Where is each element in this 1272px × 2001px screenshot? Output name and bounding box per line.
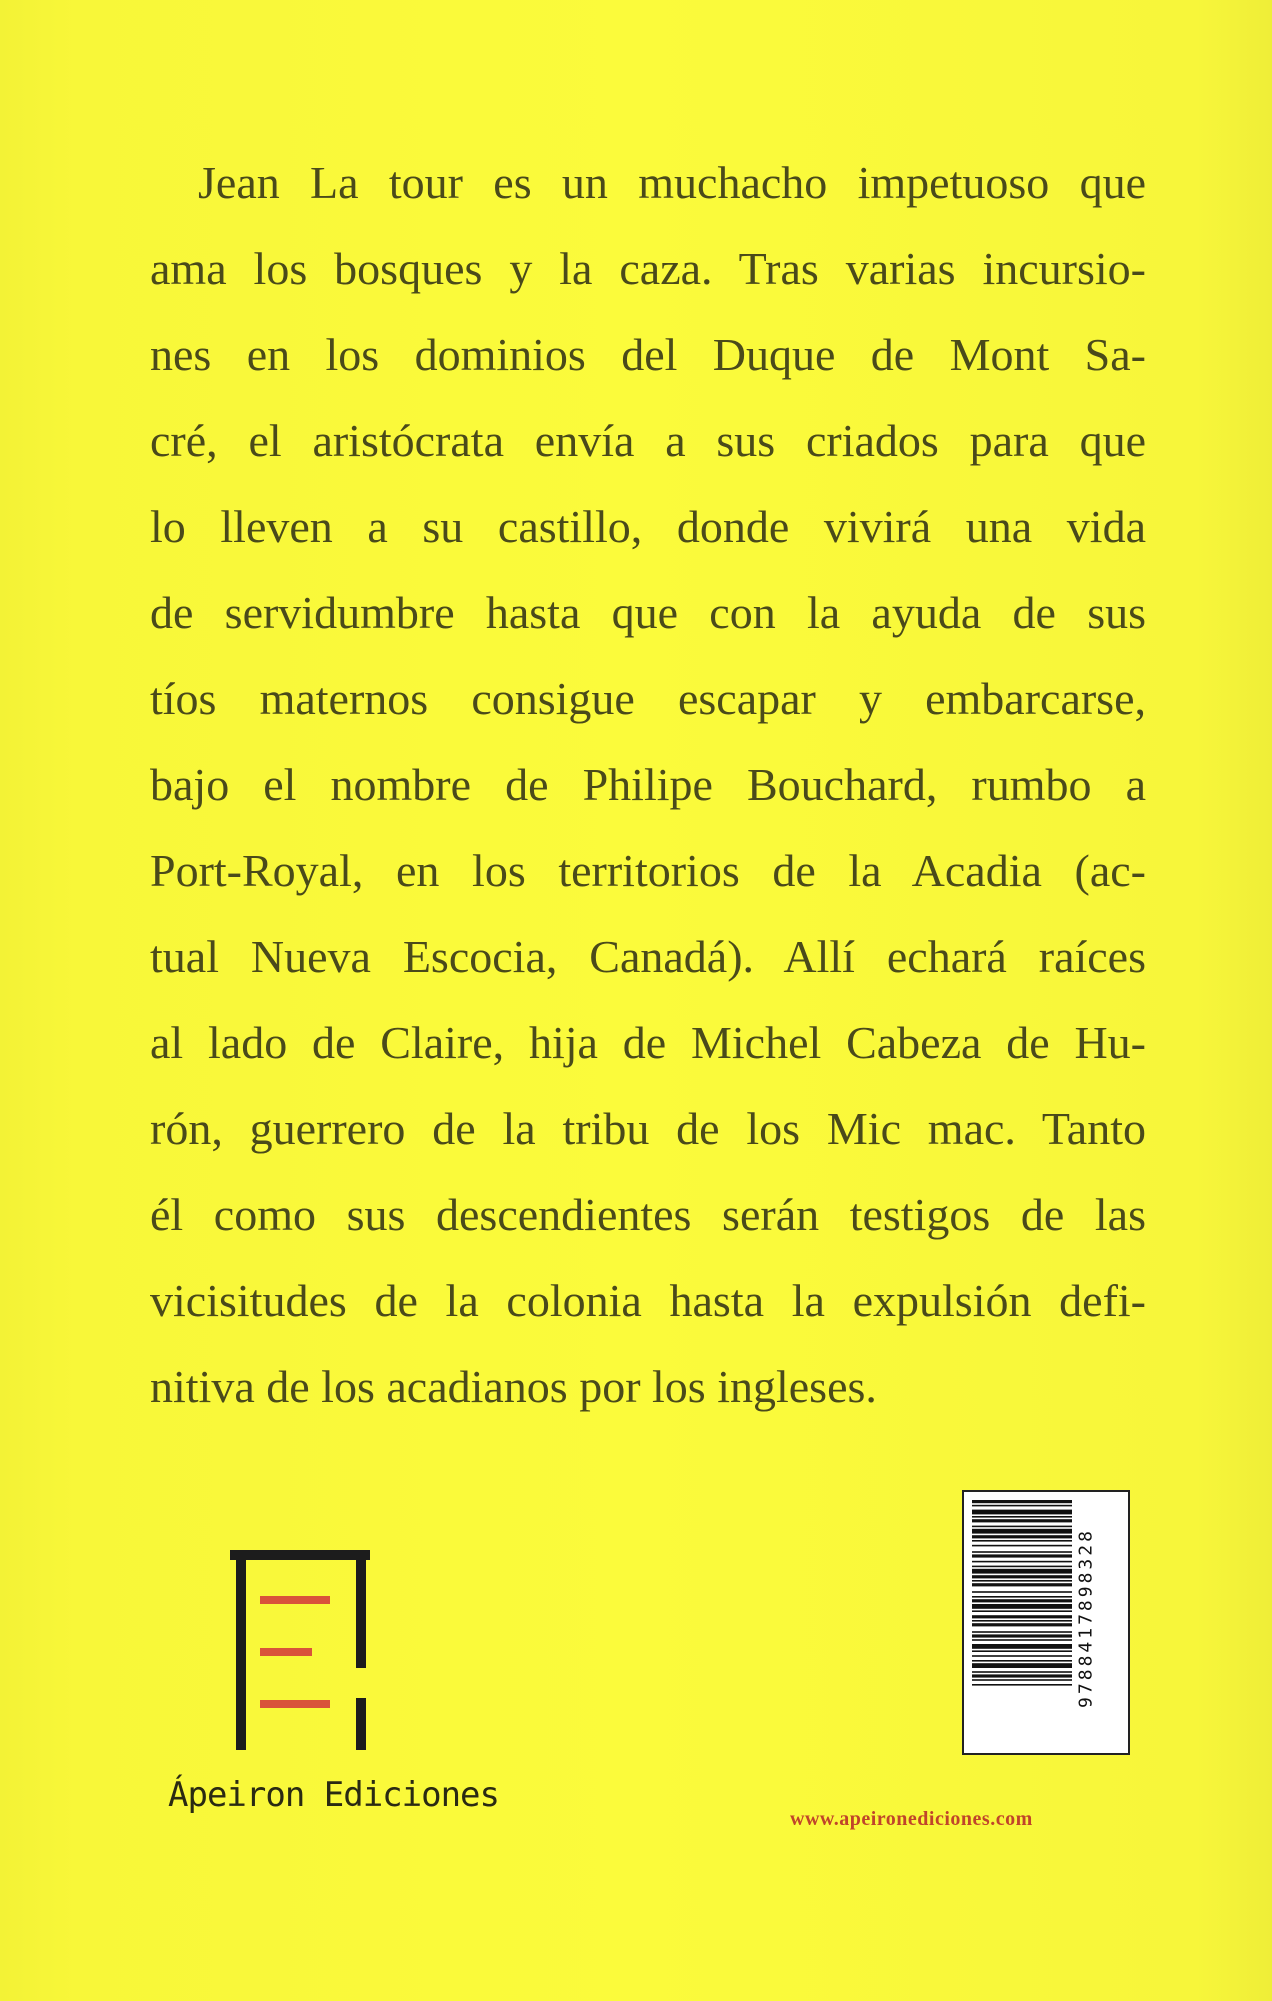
barcode-bar: [972, 1615, 1072, 1618]
barcode-bar: [972, 1620, 1072, 1622]
barcode-bar: [972, 1575, 1072, 1578]
barcode-bar: [972, 1519, 1072, 1522]
barcode-bar: [972, 1516, 1072, 1518]
blurb-line: tíos maternos consigue escapar y embarcarse,: [150, 673, 1146, 724]
barcode-bar: [972, 1535, 1072, 1538]
barcode-bar: [972, 1650, 1072, 1652]
barcode-bar: [972, 1660, 1072, 1662]
barcode-bars: [972, 1500, 1084, 1746]
barcode-bar: [972, 1500, 1072, 1503]
barcode-bar: [972, 1580, 1072, 1582]
barcode-bar: [972, 1599, 1072, 1602]
barcode-bar: [972, 1610, 1072, 1612]
barcode-bar: [972, 1510, 1072, 1515]
blurb-line: bajo el nombre de Philipe Bouchard, rumbo a: [150, 759, 1146, 810]
blurb-line: Jean La tour es un muchacho impetuoso que: [198, 157, 1146, 208]
barcode-bar: [972, 1566, 1072, 1568]
website-url[interactable]: www.apeironediciones.com: [790, 1808, 1033, 1830]
barcode-bar: [972, 1569, 1072, 1574]
blurb-line: al lado de Claire, hija de Michel Cabeza de Hu-: [150, 1017, 1146, 1068]
barcode-bar: [972, 1604, 1072, 1609]
barcode-bar: [972, 1545, 1072, 1547]
apeiron-logo-icon: [230, 1550, 370, 1750]
barcode-bar: [972, 1679, 1072, 1681]
blurb-line: tual Nueva Escocia, Canadá). Allí echará raíces: [150, 931, 1146, 982]
blurb-line: nitiva de los acadianos por los ingleses.: [150, 1361, 877, 1412]
blurb-line: nes en los dominios del Duque de Mont Sa-: [150, 329, 1146, 380]
blurb-line: Port-Royal, en los territorios de la Acadia (ac-: [150, 845, 1146, 896]
barcode-bar: [972, 1526, 1072, 1528]
barcode-bar: [972, 1591, 1072, 1593]
blurb-line: cré, el aristócrata envía a sus criados para que: [150, 415, 1146, 466]
blurb-text: [150, 140, 1146, 1430]
barcode-bar: [972, 1644, 1072, 1649]
barcode-bar: [972, 1540, 1072, 1542]
blurb-line: de servidumbre hasta que con la ayuda de sus: [150, 587, 1146, 638]
barcode-bar: [972, 1554, 1072, 1557]
barcode-bar: [972, 1671, 1072, 1673]
blurb-line: rón, guerrero de la tribu de los Mic mac. Tanto: [150, 1103, 1146, 1154]
publisher-name: Ápeiron Ediciones: [168, 1775, 499, 1815]
barcode-bar: [972, 1623, 1072, 1626]
barcode-bar: [972, 1596, 1072, 1598]
barcode-bar: [972, 1561, 1072, 1563]
barcode-bar: [972, 1684, 1072, 1686]
blurb-line: vicisitudes de la colonia hasta la expulsión defi-: [150, 1275, 1146, 1326]
isbn-barcode: [962, 1490, 1130, 1755]
barcode-bar: [972, 1639, 1072, 1641]
apeiron-logo-svg: [230, 1550, 370, 1750]
blurb-line: lo lleven a su castillo, donde vivirá una vida: [150, 501, 1146, 552]
barcode-bar: [972, 1505, 1072, 1507]
barcode-bar: [972, 1529, 1072, 1534]
isbn-number: 9788417898328: [1075, 1528, 1097, 1708]
barcode-bar: [972, 1583, 1072, 1586]
blurb-line: él como sus descendientes serán testigos de las: [150, 1189, 1146, 1240]
barcode-bar: [972, 1551, 1072, 1553]
barcode-bar: [972, 1663, 1072, 1668]
barcode-bar: [972, 1634, 1072, 1637]
barcode-bar: [972, 1655, 1072, 1657]
barcode-bar: [972, 1631, 1072, 1633]
blurb-line: ama los bosques y la caza. Tras varias incursio-: [150, 243, 1146, 294]
barcode-bar: [972, 1674, 1072, 1677]
